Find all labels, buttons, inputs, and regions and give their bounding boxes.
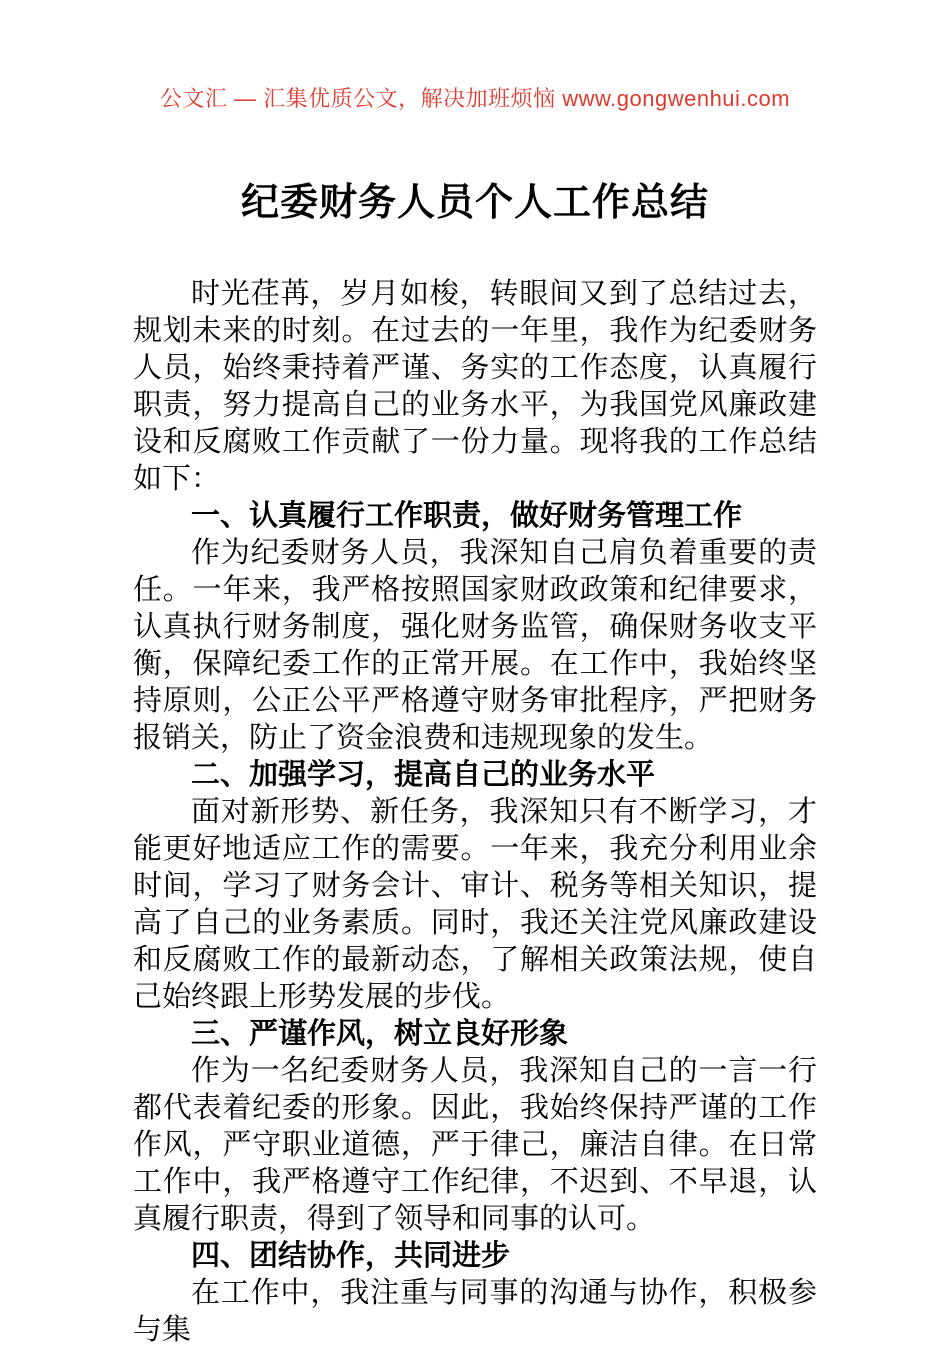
paragraph-intro: 时光荏苒，岁月如梭，转眼间又到了总结过去，规划未来的时刻。在过去的一年里，我作为纪委财务人员，始终秉持着严谨、务实的工作态度，认真履行职责，努力提高自己的业务水平，为我国党风廉政建设和反腐败工作贡献了一份力量。现将我的工作总结如下：	[133, 278, 817, 495]
paragraph-section-2: 面对新形势、新任务，我深知只有不断学习，才能更好地适应工作的需要。一年来，我充分利用业余时间，学习了财务会计、审计、税务等相关知识，提高了自己的业务素质。同时，我还关注党风廉政建设和反腐败工作的最新动态，了解相关政策法规，使自己始终跟上形势发展的步伐。	[133, 796, 817, 1013]
section-heading-2: 二、加强学习，提高自己的业务水平	[191, 759, 656, 791]
document-body	[133, 276, 817, 1349]
section-heading-1: 一、认真履行工作职责，做好财务管理工作	[191, 500, 743, 532]
paragraph-section-3: 作为一名纪委财务人员，我深知自己的一言一行都代表着纪委的形象。因此，我始终保持严谨的工作作风，严守职业道德，严于律己，廉洁自律。在日常工作中，我严格遵守工作纪律，不迟到、不早退，认真履行职责，得到了领导和同事的认可。	[133, 1055, 817, 1235]
site-watermark: 公文汇 — 汇集优质公文，解决加班烦恼 www.gongwenhui.com	[159, 86, 791, 111]
section-heading-3: 三、严谨作风，树立良好形象	[191, 1018, 569, 1050]
section-heading-4: 四、团结协作，共同进步	[191, 1240, 511, 1272]
paragraph-section-1: 作为纪委财务人员，我深知自己肩负着重要的责任。一年来，我严格按照国家财政政策和纪律要求，认真执行财务制度，强化财务监管，确保财务收支平衡，保障纪委工作的正常开展。在工作中，我始终坚持原则，公正公平严格遵守财务审批程序，严把财务报销关，防止了资金浪费和违规现象的发生。	[133, 537, 817, 754]
document-title: 纪委财务人员个人工作总结	[240, 182, 709, 224]
paragraph-section-4-truncated: 在工作中，我注重与同事的沟通与协作，积极参与集	[133, 1277, 817, 1346]
